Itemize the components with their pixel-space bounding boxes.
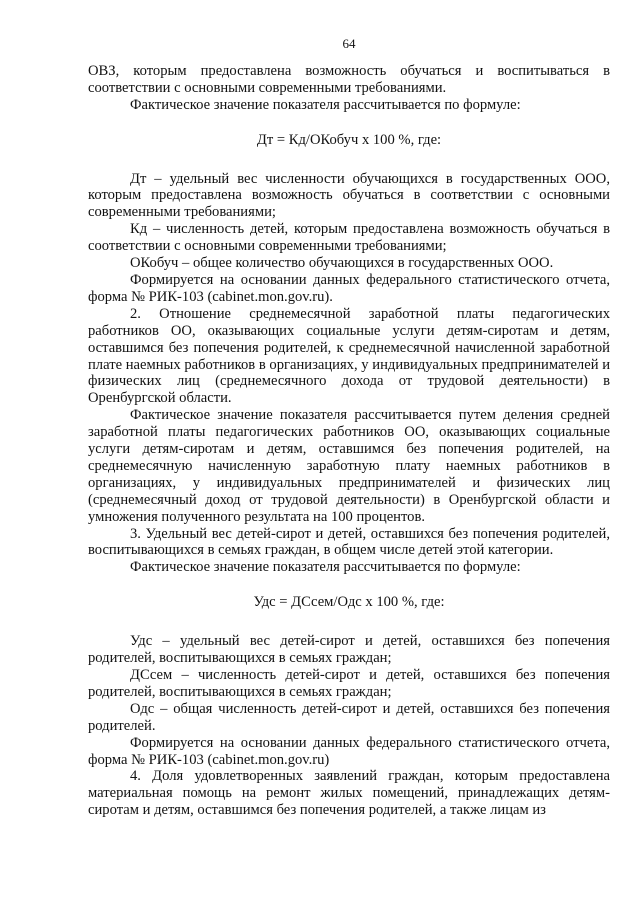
definition-uds: Удс – удельный вес детей-сирот и детей, оставшихся без попечения родителей, воспитывающихся в семьях граждан;	[88, 633, 610, 667]
formula-dt: Дт = Кд/ОКобуч х 100 %, где:	[256, 131, 442, 148]
paragraph-ovz-continuation: ОВЗ, которым предоставлена возможность обучаться и воспитываться в соответствии с основными современными требованиями.	[88, 62, 610, 96]
paragraph-source-2: Формируется на основании данных федерального статистического отчета, форма № РИК-103 (cabinet.mon.gov.ru)	[88, 734, 610, 768]
definition-kd: Кд – численность детей, которым предоставлена возможность обучаться в соответствии с основными современными требованиями;	[88, 221, 610, 255]
paragraph-formula-intro-1: Фактическое значение показателя рассчитывается по формуле:	[130, 96, 521, 113]
paragraph-source-1: Формируется на основании данных федерального статистического отчета, форма № РИК-103 (cabinet.mon.gov.ru).	[88, 271, 610, 305]
paragraph-formula-intro-2: Фактическое значение показателя рассчитывается по формуле:	[130, 559, 521, 576]
paragraph-indicator-3: 3. Удельный вес детей-сирот и детей, оставшихся без попечения родителей, воспитывающихся в семьях граждан, в общем числе детей этой категории.	[88, 525, 610, 559]
definition-dssem: ДСсем – численность детей-сирот и детей, оставшихся без попечения родителей, воспитывающихся в семьях граждан;	[88, 667, 610, 700]
paragraph-indicator-2-calc: Фактическое значение показателя рассчитывается путем деления средней заработной платы педагогических работников ОО, оказывающих социальные услуги детям-сиротам и детям, оставшимся без попечения родителей, на среднемесячную начисленную заработную плату наемных работников в организациях, у индивидуальных предпринимателей и физических лиц (среднемесячный доход от трудовой деятельности) в Оренбургской области и умножения полученного результата на 100 процентов.	[88, 407, 610, 525]
formula-uds: Удс = ДСсем/Одс х 100 %, где:	[253, 594, 445, 611]
definition-dt: Дт – удельный вес численности обучающихся в государственных ООО, которым предоставлена возможность обучаться в соответствии с основными современными требованиями;	[88, 170, 610, 221]
paragraph-indicator-4: 4. Доля удовлетворенных заявлений граждан, которым предоставлена материальная помощь на ремонт жилых помещений, принадлежащих детям-сиротам и детям, оставшимся без попечения родителей, а также лицам из	[88, 768, 610, 819]
definition-ods: Одс – общая численность детей-сирот и детей, оставшихся без попечения родителей.	[88, 700, 610, 734]
paragraph-indicator-2: 2. Отношение среднемесячной заработной платы педагогических работников ОО, оказывающих социальные услуги детям-сиротам и детям, оставшимся без попечения родителей, к среднемесячной начисленной заработной плате наемных работников в организациях, у индивидуальных предпринимателей и физических лиц (среднемесячного дохода от трудовой деятельности) в Оренбургской области.	[88, 305, 610, 407]
page-number: 64	[342, 36, 356, 51]
definition-okobuch: ОКобуч – общее количество обучающихся в государственных ООО.	[130, 255, 554, 272]
